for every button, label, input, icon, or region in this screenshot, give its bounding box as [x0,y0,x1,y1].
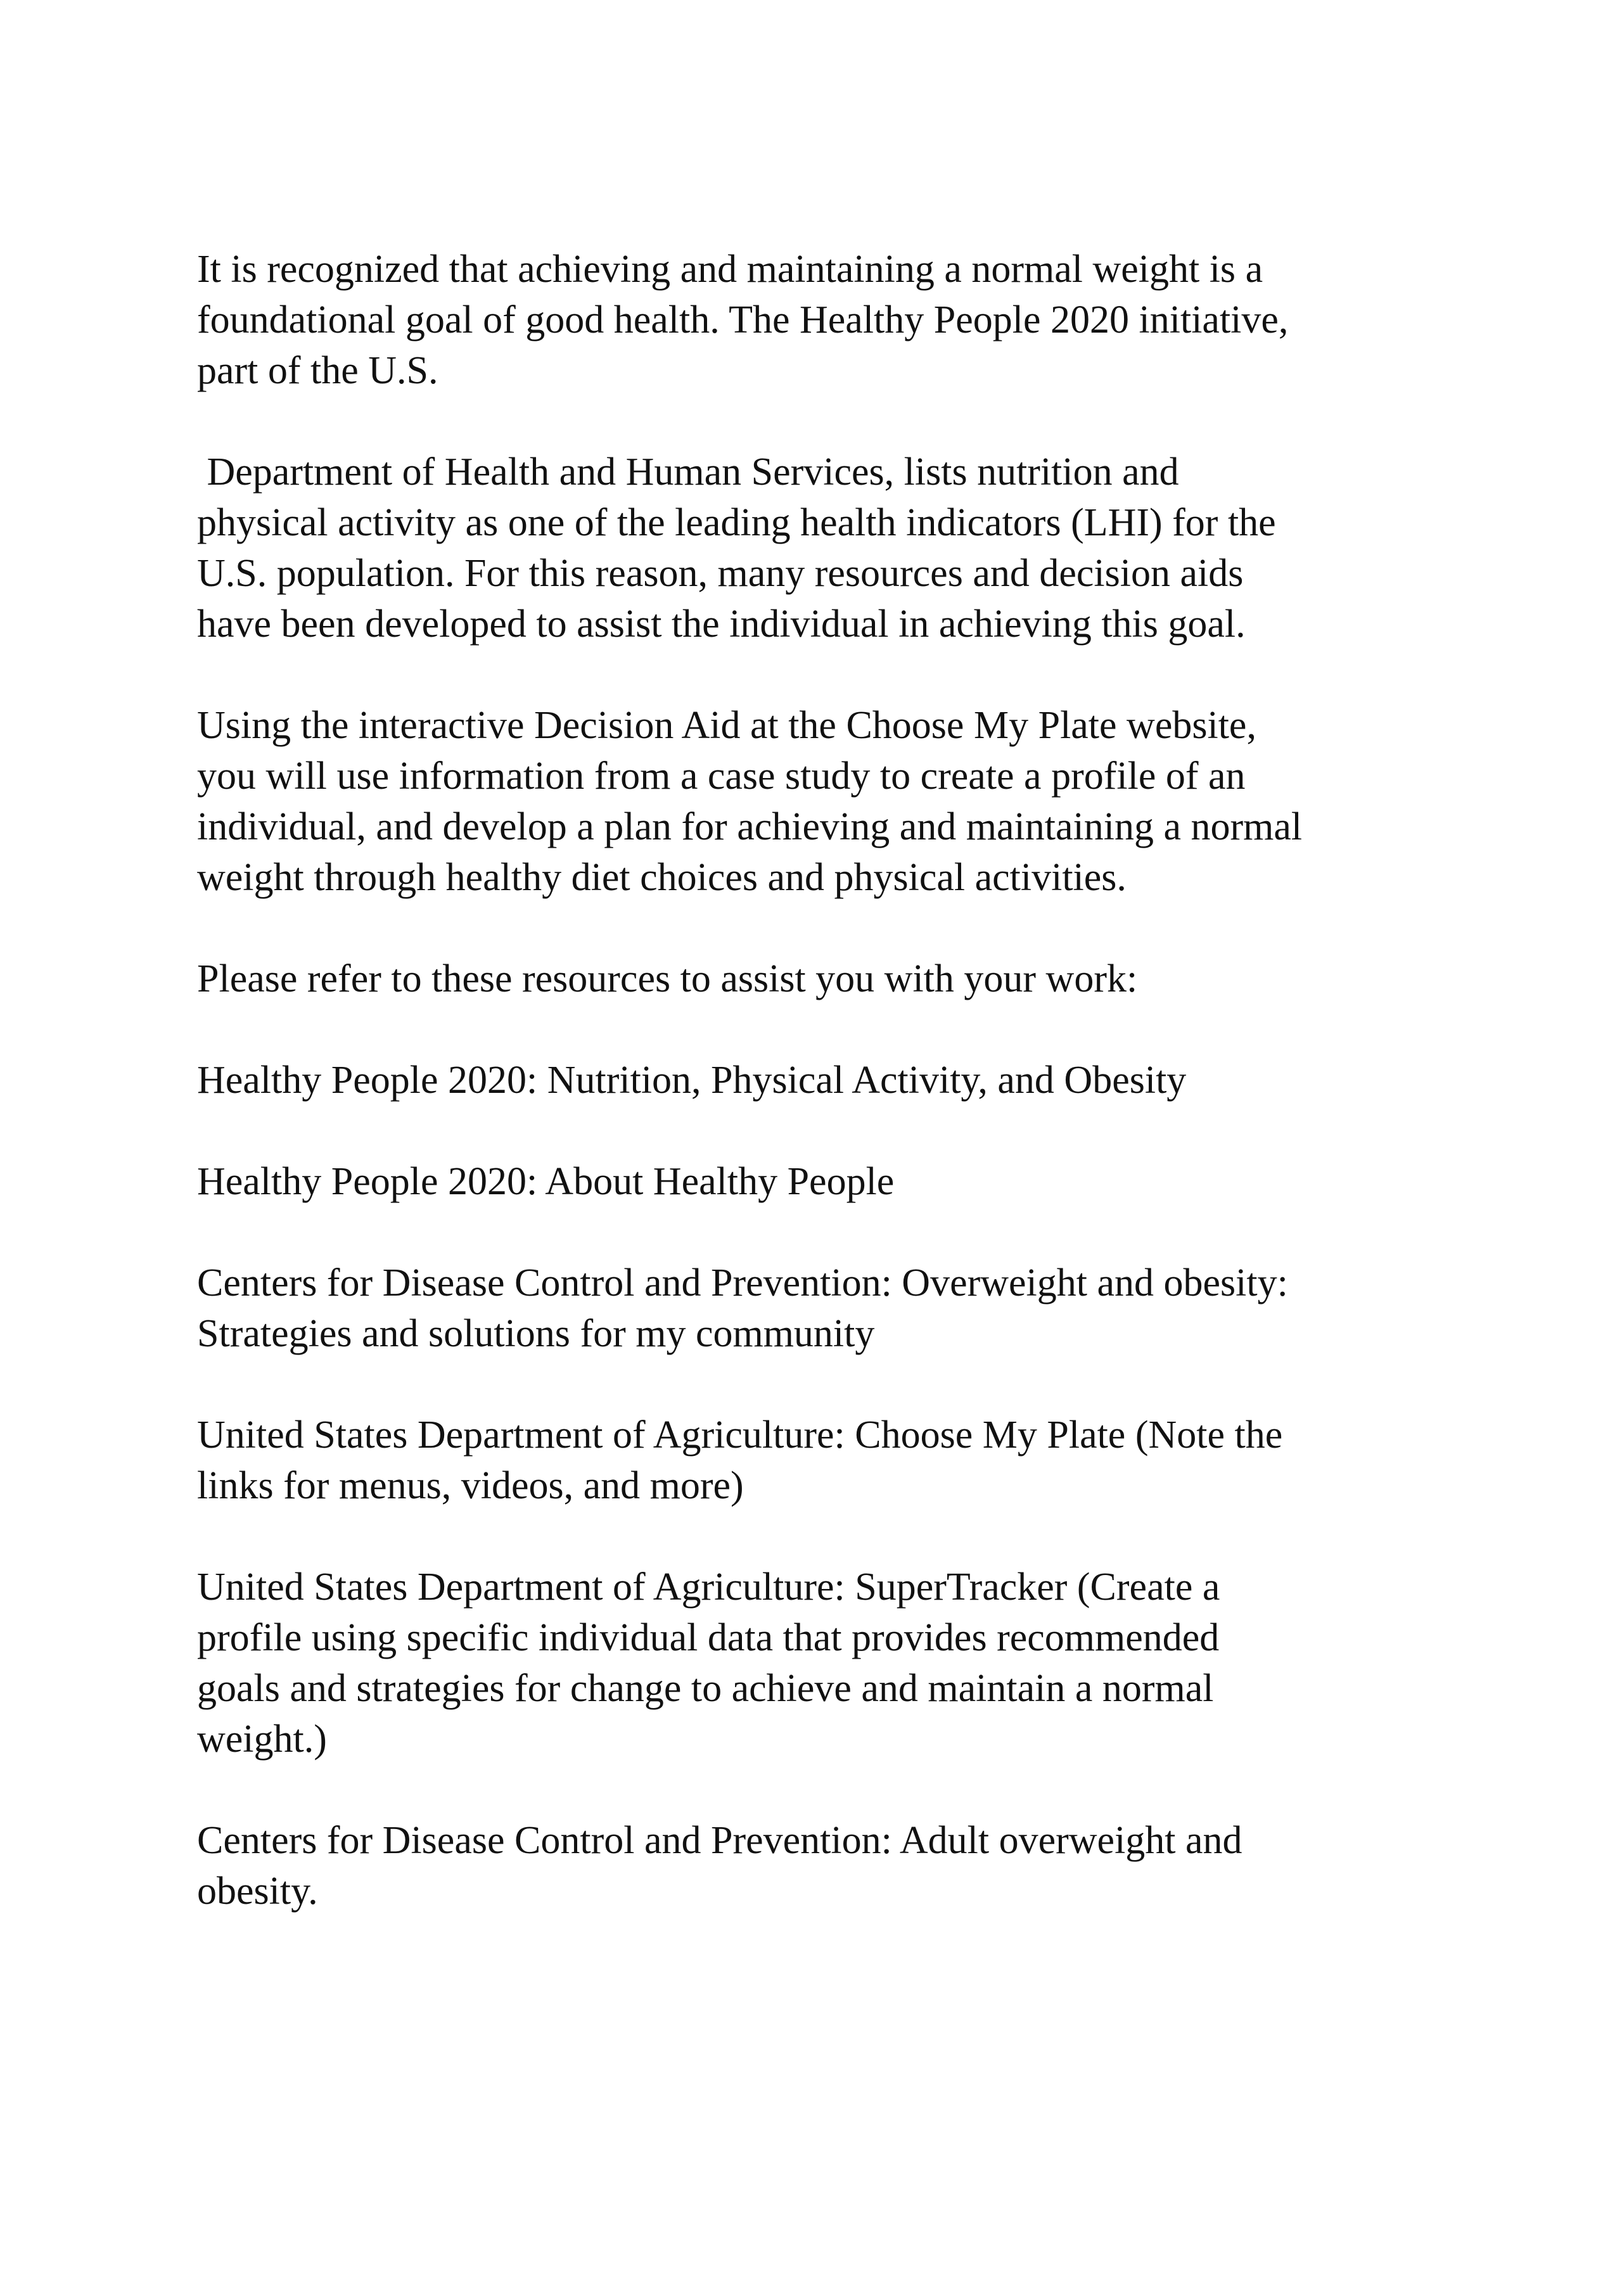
text-line: It is recognized that achieving and maintaining a normal weight is a [197,248,1263,291]
text-line: you will use information from a case study to create a profile of an [197,755,1246,798]
text-line: have been developed to assist the individual in achieving this goal. [197,603,1246,646]
text-line: weight.) [197,1718,327,1761]
document-body [197,244,1464,1967]
text-line: United States Department of Agriculture: Choose My Plate (Note the [197,1413,1283,1457]
resource-healthy-people-nutrition [197,1055,1464,1106]
resource-cdc-strategies [197,1258,1464,1359]
text-line: part of the U.S. [197,349,438,392]
text-line: United States Department of Agriculture: SuperTracker (Create a [197,1566,1220,1609]
text-line: links for menus, videos, and more) [197,1464,744,1507]
text-line: profile using specific individual data that provides recommended [197,1616,1220,1659]
text-line: Using the interactive Decision Aid at the Choose My Plate website, [197,704,1256,747]
resource-cdc-adult-obesity [197,1815,1464,1917]
text-line: Department of Health and Human Services, lists nutrition and [197,450,1179,494]
paragraph-resources-intro [197,953,1464,1004]
text-line: physical activity as one of the leading health indicators (LHI) for the [197,501,1276,544]
text-line: Healthy People 2020: About Healthy People [197,1160,895,1203]
text-line: Please refer to these resources to assist you with your work: [197,957,1138,1000]
text-line: individual, and develop a plan for achieving and maintaining a normal [197,805,1303,848]
paragraph-intro [197,244,1464,396]
text-line: Healthy People 2020: Nutrition, Physical Activity, and Obesity [197,1059,1187,1102]
resource-healthy-people-about [197,1156,1464,1207]
paragraph-decision-aid [197,700,1464,903]
text-line: Centers for Disease Control and Prevention: Overweight and obesity: [197,1261,1288,1304]
text-line: obesity. [197,1870,318,1913]
text-line: weight through healthy diet choices and physical activities. [197,856,1127,899]
text-line: Centers for Disease Control and Prevention: Adult overweight and [197,1819,1242,1862]
paragraph-department [197,447,1464,649]
resource-usda-choose-my-plate [197,1410,1464,1511]
text-line: U.S. population. For this reason, many resources and decision aids [197,552,1244,595]
text-line: goals and strategies for change to achieve and maintain a normal [197,1667,1214,1710]
resource-usda-supertracker [197,1562,1464,1764]
text-line: Strategies and solutions for my community [197,1312,875,1355]
text-line: foundational goal of good health. The Healthy People 2020 initiative, [197,298,1289,341]
